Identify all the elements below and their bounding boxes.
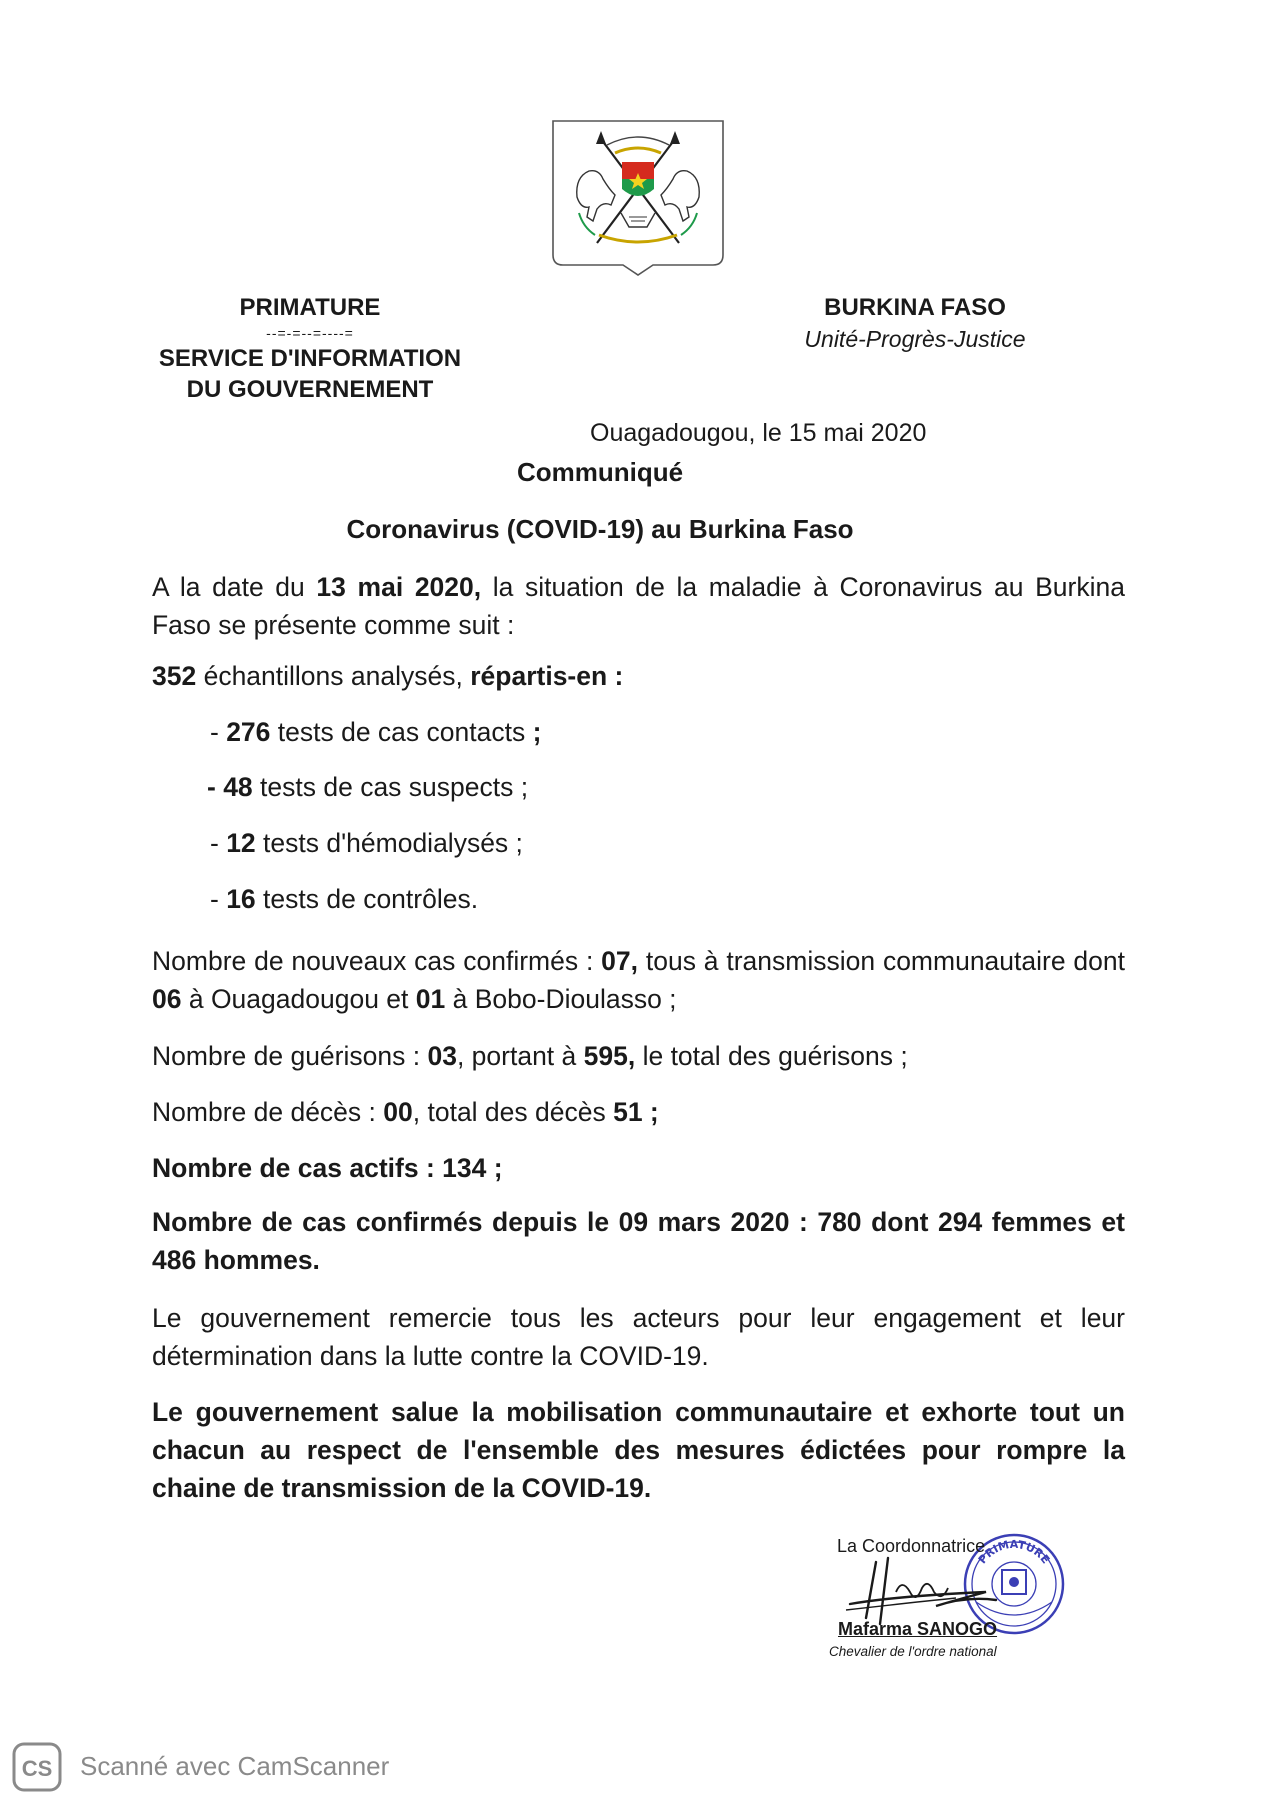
test-item: [207, 768, 528, 806]
samples-text: échantillons analysés,: [196, 661, 471, 691]
camscanner-logo-icon: [12, 1742, 62, 1792]
thanks-paragraph: Le gouvernement remercie tous les acteurs pour leur engagement et leur détermination dans la lutte contre la COVID-19.: [152, 1303, 1125, 1371]
test-text: tests de cas suspects ;: [252, 772, 529, 802]
recoveries-label: Nombre de guérisons :: [152, 1041, 428, 1071]
intro-paragraph: [152, 568, 1125, 644]
test-item: [210, 713, 541, 751]
samples-suffix: répartis-en :: [470, 661, 624, 691]
scanner-watermark: Scanné avec CamScanner: [80, 1751, 390, 1781]
header-separator: --=-=--=----=: [266, 325, 354, 341]
test-item: [210, 824, 523, 862]
active-cases-line: Nombre de cas actifs : 134 ;: [152, 1153, 503, 1183]
recoveries-count: 03: [427, 1041, 457, 1071]
stamp-text: PRIMATURE: [975, 1537, 1053, 1567]
list-dash: -: [210, 884, 227, 914]
test-end: ;: [532, 717, 542, 747]
new-cases-text: à Ouagadougou et: [181, 984, 416, 1014]
country-header: [760, 292, 1070, 355]
document-title: Coronavirus (COVID-19) au Burkina Faso: [346, 514, 854, 544]
cumulative-cases-paragraph: Nombre de cas confirmés depuis le 09 mars 2020 : 780 dont 294 femmes et 486 hommes.: [152, 1207, 1125, 1275]
new-cases-ouaga: 06: [152, 984, 182, 1014]
deaths-total: 51 ;: [613, 1097, 659, 1127]
test-count: 16: [226, 884, 256, 914]
intro-text-start: A la date du: [152, 572, 317, 602]
country-name: BURKINA FASO: [824, 294, 1006, 321]
deaths-count: 00: [383, 1097, 413, 1127]
test-count: 276: [226, 717, 271, 747]
test-count: 12: [226, 828, 256, 858]
list-dash: -: [210, 828, 227, 858]
national-motto: Unité-Progrès-Justice: [804, 326, 1026, 352]
samples-line: [152, 657, 1125, 695]
report-date: 13 mai 2020,: [316, 572, 482, 602]
deaths-text: , total des décès: [412, 1097, 614, 1127]
test-text: tests de cas contacts: [270, 717, 533, 747]
test-text: tests d'hémodialysés ;: [255, 828, 523, 858]
new-cases-text: à Bobo-Dioulasso ;: [445, 984, 677, 1014]
issuer-service-line1: SERVICE D'INFORMATION: [158, 345, 462, 372]
recoveries-text: le total des guérisons ;: [635, 1041, 908, 1071]
signatory-role: La Coordonnatrice: [837, 1536, 986, 1556]
signatory-name: Mafarma SANOGO: [838, 1619, 998, 1639]
closing-paragraph: Le gouvernement salue la mobilisation communautaire et exhorte tout un chacun au respect de l'ensemble des mesures édictées pour rompre la chaine de transmission de la COVID-19.: [152, 1397, 1125, 1503]
new-cases-text: tous à transmission communautaire dont: [638, 946, 1125, 976]
deaths-label: Nombre de décès :: [152, 1097, 384, 1127]
issuer-service-line2: DU GOUVERNEMENT: [186, 376, 434, 403]
document-type: Communiqué: [516, 457, 684, 487]
new-cases-label: Nombre de nouveaux cas confirmés :: [152, 946, 602, 976]
issuer-header: [140, 292, 480, 405]
recoveries-text: , portant à: [456, 1041, 584, 1071]
camscanner-badge-text: CS: [21, 1756, 53, 1781]
coat-of-arms-emblem: [549, 117, 727, 277]
new-cases-bobo: 01: [415, 984, 446, 1014]
list-dash: -: [210, 717, 227, 747]
signatory-distinction: Chevalier de l'ordre national: [829, 1644, 997, 1659]
deaths-line: [152, 1093, 1125, 1131]
issuer-primature: PRIMATURE: [239, 294, 381, 321]
test-count: 48: [223, 772, 253, 802]
date-line: Ouagadougou, le 15 mai 2020: [590, 419, 927, 447]
intro-text-end: la situation de la maladie à Coronavirus au Burkina Faso se présente comme suit :: [152, 572, 1125, 640]
test-text: tests de contrôles.: [255, 884, 479, 914]
list-dash: -: [207, 772, 224, 802]
test-item: [210, 880, 478, 918]
recoveries-total: 595,: [583, 1041, 636, 1071]
new-cases-paragraph: [152, 942, 1125, 1018]
samples-count: 352: [152, 661, 197, 691]
recoveries-line: [152, 1037, 1125, 1075]
new-cases-count: 07,: [601, 946, 639, 976]
